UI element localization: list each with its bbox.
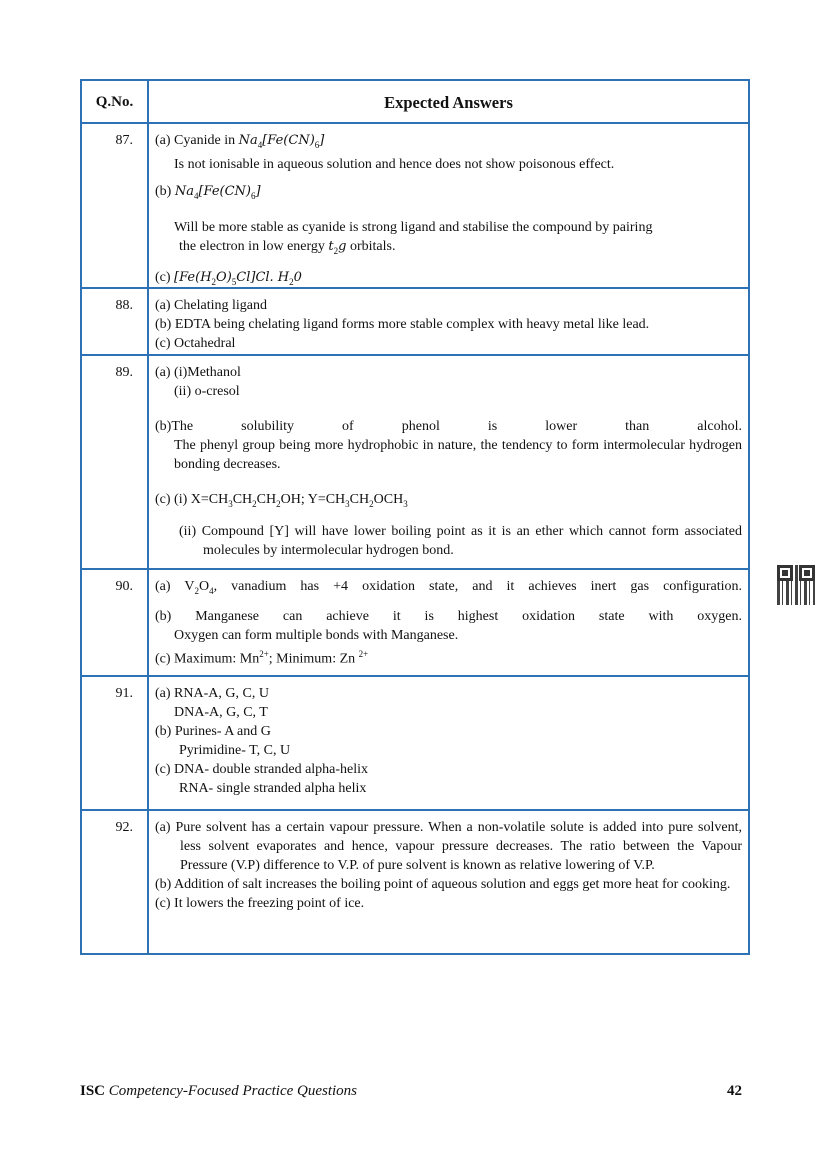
text-segment: RNA- single stranded alpha helix xyxy=(179,781,367,796)
answer-line xyxy=(155,490,742,514)
table-row xyxy=(82,675,748,809)
qr-code-icon[interactable] xyxy=(777,565,815,605)
footer-title: Competency-Focused Practice Questions xyxy=(105,1083,358,1099)
answer-line xyxy=(155,741,742,760)
text-segment: O xyxy=(198,579,210,594)
answer-cell xyxy=(149,356,748,568)
text-segment: ] xyxy=(255,183,261,199)
question-number: 90. xyxy=(82,570,149,675)
text-segment: CH xyxy=(232,492,253,507)
answer-line xyxy=(155,315,742,334)
text-segment: (c) (i) X=CH xyxy=(155,492,229,507)
question-number: 87. xyxy=(82,124,149,287)
text-segment: (b) xyxy=(155,183,175,199)
answer-line xyxy=(155,645,742,669)
table-row xyxy=(82,354,748,568)
text-segment: O) xyxy=(216,270,232,286)
text-segment: (ii) Compound [Y] will have lower boiling point as it is an ether which cannot form associated molecules by intermolecular hydrogen bond. xyxy=(179,523,742,558)
text-segment: [Fe(CN) xyxy=(262,133,315,148)
text-segment: (b) Purines- A and G xyxy=(155,724,271,739)
answer-cell xyxy=(149,289,748,354)
text-segment: 2+ xyxy=(259,648,269,659)
text-segment: g xyxy=(338,238,347,254)
text-segment: 0 xyxy=(293,270,302,286)
answer-line xyxy=(155,382,742,401)
text-segment: (a) Chelating ligand xyxy=(155,298,267,313)
qno-header: Q.No. xyxy=(82,81,149,122)
answer-line xyxy=(155,522,742,560)
text-segment: (a) Cyanide in xyxy=(155,133,239,148)
question-number: 88. xyxy=(82,289,149,354)
footer-prefix: ISC xyxy=(80,1083,106,1099)
answers-table xyxy=(80,79,750,955)
text-segment: 4 xyxy=(257,139,263,150)
text-segment: OH; Y=CH xyxy=(280,492,346,507)
text-segment: 2 xyxy=(194,585,199,596)
answer-line xyxy=(155,131,742,155)
text-segment: 2 xyxy=(333,245,339,256)
text-segment: 2 xyxy=(289,277,294,288)
text-segment: DNA-A, G, C, T xyxy=(174,705,268,720)
answer-line xyxy=(155,577,742,601)
text-segment: t xyxy=(328,238,334,254)
text-segment: 3 xyxy=(345,498,350,509)
text-segment: CH xyxy=(256,492,277,507)
answer-cell xyxy=(149,124,748,287)
answer-cell xyxy=(149,811,748,953)
answer-line xyxy=(155,703,742,722)
question-number: 92. xyxy=(82,811,149,953)
text-segment: OCH xyxy=(373,492,404,507)
text-segment: ; Minimum: Zn xyxy=(268,651,359,667)
text-segment: [Fe(H xyxy=(174,270,212,286)
text-segment: Oxygen can form multiple bonds with Manganese. xyxy=(174,627,459,643)
answer-line xyxy=(155,417,742,436)
text-segment: (a) V xyxy=(155,579,195,594)
text-segment: (b) Addition of salt increases the boiling point of aqueous solution and eggs get more heat for cooking. xyxy=(155,877,731,892)
answer-line xyxy=(155,363,742,382)
answer-line xyxy=(155,607,742,626)
text-segment: 4 xyxy=(193,190,199,201)
question-number: 89. xyxy=(82,356,149,568)
text-segment: Pyrimidine- T, C, U xyxy=(179,743,291,758)
answer-line xyxy=(155,218,742,237)
text-segment: (a) RNA-A, G, C, U xyxy=(155,686,269,701)
page-number: 42 xyxy=(727,1083,742,1099)
answer-cell xyxy=(149,677,748,809)
answer-line xyxy=(155,779,742,798)
text-segment: 2+ xyxy=(358,648,369,659)
text-segment: orbitals. xyxy=(346,238,396,254)
text-segment: CH xyxy=(349,492,370,507)
table-row xyxy=(82,122,748,287)
text-segment: (b)The solubility of phenol is lower than alcohol. xyxy=(155,419,742,434)
answer-cell xyxy=(149,570,748,675)
text-segment: Na xyxy=(238,133,258,148)
answer-line xyxy=(155,334,742,353)
text-segment: 2 xyxy=(369,498,374,509)
text-segment: (a) Pure solvent has a certain vapour pressure. When a non-volatile solute is added into pure solvent, less solvent evaporates and hence, vapour pressure decreases. The ratio between the Vapour Pressure (V.P) difference to V.P. of pure solvent is known as relative lowering of V.P. xyxy=(155,820,742,873)
answer-line xyxy=(155,155,742,174)
text-segment: 5 xyxy=(231,277,237,288)
text-segment: (c) Octahedral xyxy=(155,336,236,351)
text-segment: (c) xyxy=(155,270,175,286)
answer-line xyxy=(155,875,742,894)
text-segment: 2 xyxy=(276,498,281,509)
table-row xyxy=(82,287,748,354)
answers-header: Expected Answers xyxy=(384,93,513,112)
text-segment: (c) DNA- double stranded alpha-helix xyxy=(155,762,369,777)
answer-line xyxy=(155,237,742,261)
answer-line xyxy=(155,182,742,206)
text-segment: 6 xyxy=(251,190,256,201)
answer-line xyxy=(155,626,742,645)
text-segment: , vanadium has +4 oxidation state, and it achieves inert gas configuration. xyxy=(213,579,742,594)
table-header xyxy=(82,81,748,122)
table-row xyxy=(82,809,748,953)
text-segment: 4 xyxy=(209,585,214,596)
answer-line xyxy=(155,722,742,741)
text-segment: Will be more stable as cyanide is strong ligand and stabilise the compound by pairing xyxy=(174,219,653,235)
answer-line xyxy=(155,436,742,474)
text-segment: (ii) o-cresol xyxy=(174,384,240,399)
text-segment: [Fe(CN) xyxy=(198,183,252,199)
text-segment: 6 xyxy=(314,139,320,150)
answer-line xyxy=(155,894,742,913)
question-number: 91. xyxy=(82,677,149,809)
text-segment: (c) Maximum: Mn xyxy=(155,651,260,667)
table-row xyxy=(82,568,748,675)
answer-line xyxy=(155,760,742,779)
text-segment: the electron in low energy xyxy=(179,238,329,254)
text-segment: (b) EDTA being chelating ligand forms more stable complex with heavy metal like lead. xyxy=(155,317,650,332)
text-segment: 3 xyxy=(403,498,408,509)
answer-line xyxy=(155,684,742,703)
text-segment: ] xyxy=(319,133,325,148)
answer-line xyxy=(155,296,742,315)
text-segment: 3 xyxy=(228,498,233,509)
text-segment: (a) (i)Methanol xyxy=(155,365,241,380)
text-segment: The phenyl group being more hydrophobic in nature, the tendency to form intermolecular hydrogen bonding decreases. xyxy=(174,438,742,472)
text-segment: 2 xyxy=(211,277,217,288)
text-segment: (c) It lowers the freezing point of ice. xyxy=(155,896,365,911)
text-segment: Na xyxy=(174,183,194,199)
page-footer xyxy=(80,1083,742,1100)
text-segment: Is not ionisable in aqueous solution and hence does not show poisonous effect. xyxy=(174,156,615,172)
text-segment: 2 xyxy=(252,498,257,509)
text-segment: (b) Manganese can achieve it is highest oxidation state with oxygen. xyxy=(155,608,742,624)
text-segment: Cl]Cl. H xyxy=(236,270,290,286)
answer-line xyxy=(155,818,742,875)
